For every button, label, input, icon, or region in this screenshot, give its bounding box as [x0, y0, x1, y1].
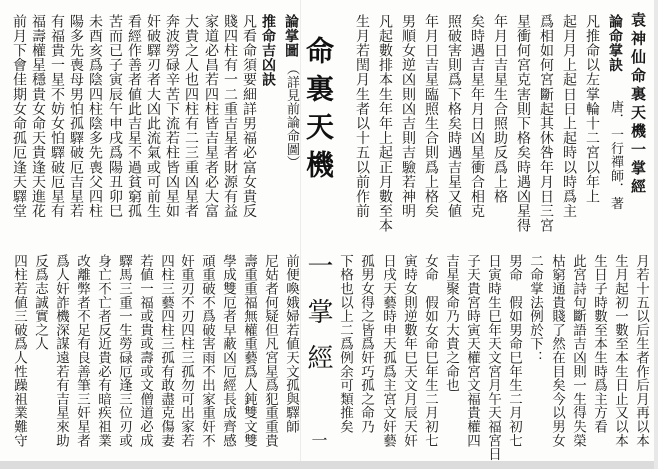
- figure-note: （詳見前論命圖）: [284, 62, 299, 170]
- text-column: 未酉亥爲陰四柱陰多先喪父四柱: [87, 14, 103, 219]
- text-column: 下格也以上二爲例余可類推矣: [337, 254, 353, 434]
- text-column: 起月月上起日日上起時以時爲主: [561, 14, 577, 219]
- text-column: 賤四柱有一二重吉星者財源有益: [222, 14, 238, 219]
- text-column: 四柱若値三破爲人性躁祖業難守: [11, 254, 27, 448]
- section-heading: 推命吉凶訣: [260, 14, 276, 87]
- text-column: 年月日吉星臨照生合則爲上格矣: [423, 14, 439, 219]
- text-column: 壽重重福無權重藝爲人鈍雙文雙: [241, 254, 257, 448]
- text-column: 有福貴一星不妨女怕驛破厄星有: [49, 14, 65, 219]
- gutter-fold-line: [300, 0, 301, 461]
- text-column: 生日子時數至本生時爲主方看: [591, 254, 607, 434]
- text-column: 改離弊者不足有良善筆三奸星者: [74, 254, 90, 448]
- text-column: 陽多先喪母男怕孤驛破厄吉星若: [68, 14, 84, 219]
- text-column: 矣時遇吉星年月日凶星衝合相克: [469, 14, 485, 219]
- text-column: 家道必昌若四柱皆吉星者必大富: [203, 14, 219, 219]
- text-column: 子天貴宮時寅天權宮文福貴權四: [464, 254, 480, 448]
- text-column: 看經作善者値此吉星不過貧窮孤: [126, 14, 142, 219]
- text-column: 前便喚娥婦若値天文孤與驛師: [283, 254, 299, 434]
- text-column: 驛馬三重一生勞碌厄逢三位刃或: [116, 254, 132, 448]
- text-column: 尼姑者何疑但凡宮星爲犯重重貴: [262, 254, 278, 448]
- page-number: 一: [309, 432, 328, 448]
- text-column: 若値一福或貴或壽或文僧道必成: [137, 254, 153, 448]
- text-column: 奔波勞碌辛苦下流若柱皆凶星如: [164, 14, 180, 219]
- text-column: 奸重刃不刃四柱三孤勿可出家若: [178, 254, 194, 448]
- text-column: 凡看命須要細詳男福必富女貴反: [241, 14, 257, 219]
- text-column: 爲相如何宮斷起其休咎年月日三宮: [538, 14, 554, 233]
- text-column: 寅時女則逆數年巳天文月辰天奸: [401, 254, 417, 448]
- text-column: 月若十五以后生者作后月再以本: [633, 254, 649, 448]
- scan-bottom-edge: [0, 461, 658, 469]
- figure-heading: 論掌圖: [283, 14, 299, 58]
- text-column: 男命 假如男命巳年生二月初七: [506, 254, 522, 448]
- text-column: 枯窮通貴賤了然在目矣今以男女: [549, 254, 565, 448]
- gutter-running-title: 命裏天機: [302, 36, 335, 188]
- text-column: 吉星聚命乃大貴之命也: [443, 254, 459, 392]
- text-column: 學成雙厄者早蔽凶厄經長成齊感: [220, 254, 236, 448]
- text-column: 反爲志誠實之人: [32, 254, 48, 351]
- text-column: 苦而已子寅辰午申戌爲陽丑卯巳: [107, 14, 123, 219]
- text-column: 照破害則爲下格矣時遇吉星又値: [446, 14, 462, 219]
- section-heading: 論命掌訣: [607, 14, 623, 73]
- text-column: 凡推命以左掌輪十二宮以年上: [584, 14, 600, 204]
- text-column: 星衝何宮克害則下格矣時遇凶星得: [515, 14, 531, 233]
- text-column: 男順女逆凶則凶吉則吉驗若神明: [400, 14, 416, 219]
- text-column: 孤男女得之皆爲奸巧孤之命乃: [358, 254, 374, 434]
- text-column: 二命掌法例於下：: [527, 254, 543, 365]
- text-column: 年月日吉星生合照助反爲上格: [492, 14, 508, 204]
- text-column: 前月下會佳期女命孤厄逢天驛堂: [11, 14, 27, 219]
- gutter-book-title: 一掌經: [303, 252, 333, 390]
- text-column: 生月若閏月生者以十五以前作前: [354, 14, 370, 219]
- text-column: 生月起初一數至本生日止又以本: [612, 254, 628, 448]
- book-title: 袁神仙命裏天機一掌經: [629, 12, 647, 197]
- scan-right-edge: [654, 0, 658, 469]
- text-column: 奸破驛刃者大凶此流氣或可前生: [145, 14, 161, 219]
- text-column: 福壽權星穩貴女命天貴逢天進花: [30, 14, 46, 219]
- text-column: 爲人奸詐機深謀遠若有吉星來助: [53, 254, 69, 448]
- text-column: 頑重破不爲破害雨不出家重奸不: [199, 254, 215, 448]
- text-column: 此宮詩句斷語吉凶則一生得失榮: [570, 254, 586, 448]
- text-column: 凡起數排本生年年上起正月數至本: [377, 14, 393, 233]
- text-column: 女命 假如女命巳年生二月初七: [422, 254, 438, 448]
- text-column: 大貴之人也四柱有二三重凶星者: [183, 14, 199, 219]
- text-column: 身亡不亡者反近貴必有暗疾祖業: [95, 254, 111, 448]
- text-column: 日寅時生巳年天文宮月午天福宮日: [485, 254, 501, 461]
- text-column: 四柱三藝四柱三孤有敢盡克傷妻: [158, 254, 174, 448]
- author-line: 唐．一行禪師．著: [608, 100, 623, 211]
- text-column: 日戌天藝時申天孤爲主宮文奸藝: [380, 254, 396, 448]
